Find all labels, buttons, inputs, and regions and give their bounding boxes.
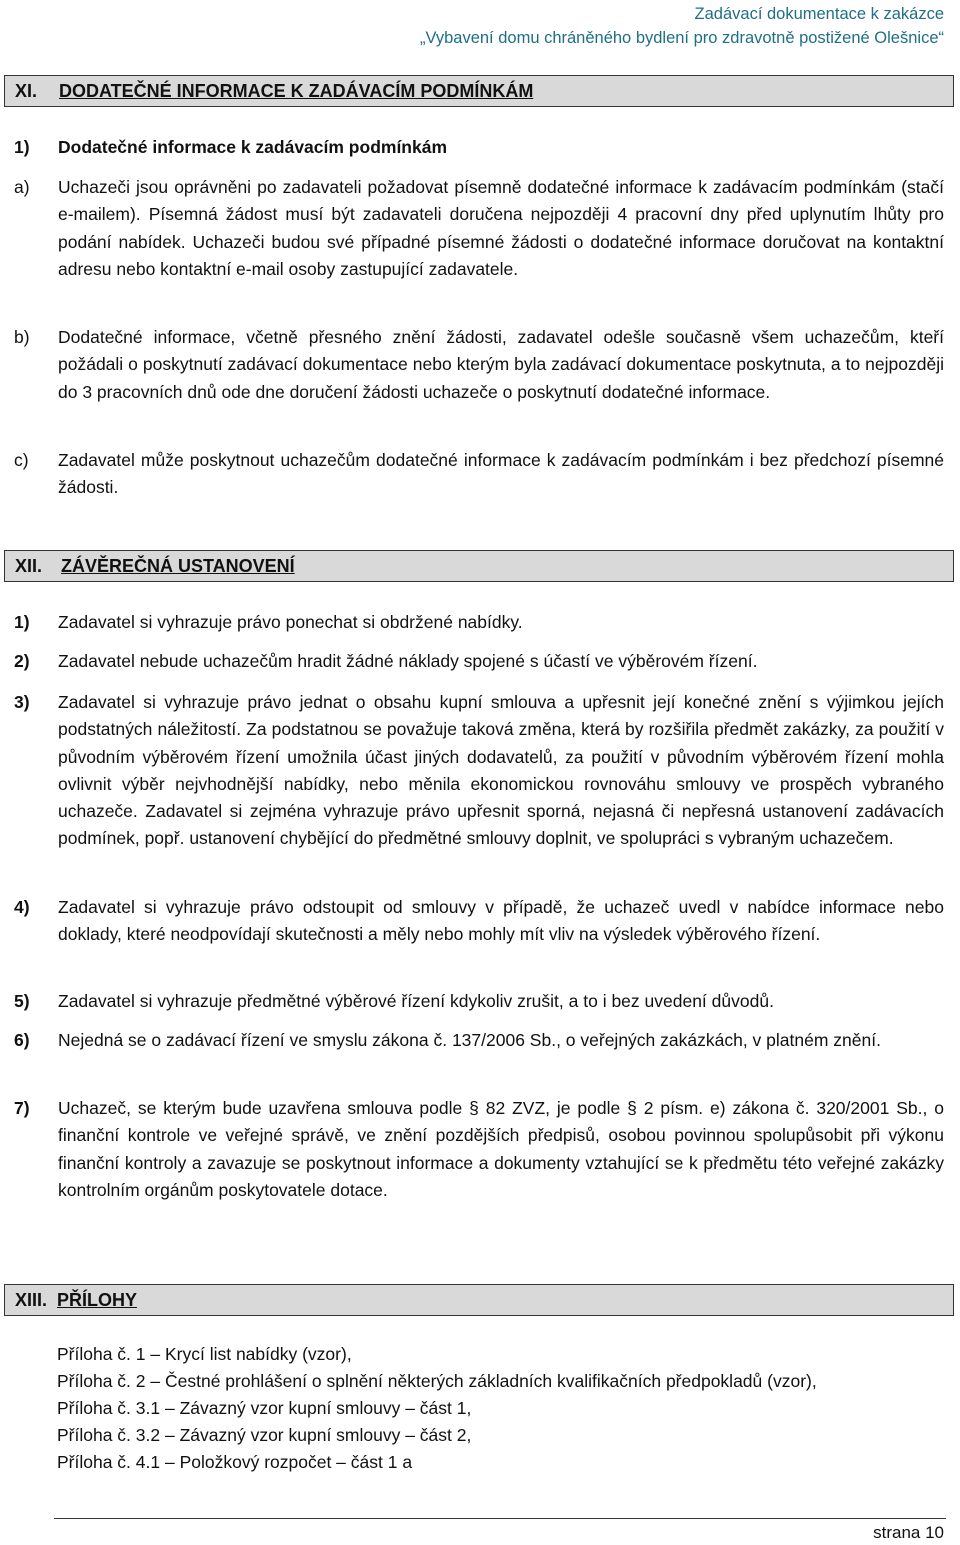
list-item-xii-7 (14, 1095, 944, 1204)
list-item-xii-2 (14, 648, 944, 675)
attachment-item: Příloha č. 3.2 – Závazný vzor kupní smlouvy – část 2, (57, 1425, 472, 1445)
item-label: 2) (14, 651, 30, 671)
header-title: Zadávací dokumentace k zakázce (694, 5, 944, 23)
item-text: Nejedná se o zadávací řízení ve smyslu zákona č. 137/2006 Sb., o veřejných zakázkách, v platném znění. (58, 1030, 881, 1050)
list-item-xi-c (14, 447, 944, 502)
section-number: XII. (15, 556, 43, 576)
subheading-text: Dodatečné informace k zadávacím podmínkám (58, 137, 448, 157)
item-text: Dodatečné informace, včetně přesného znění žádosti, zadavatel odešle současně všem uchazečům, kteří požádali o poskytnutí zadávací dokumentace nebo kterým byla zadávací dokumentace poskytnuta, a to nejpozději do 3 pracovních dnů ode dne doručení žádosti uchazeče o poskytnutí dodatečné informace. (58, 327, 944, 402)
list-item-xii-6 (14, 1027, 944, 1054)
attachment-item: Příloha č. 2 – Čestné prohlášení o splnění některých základních kvalifikačních předpokladů (vzor), (57, 1371, 817, 1391)
section-title: ZÁVĚREČNÁ USTANOVENÍ (61, 556, 295, 576)
subheading-xi-1 (14, 134, 944, 161)
header-subtitle: „Vybavení domu chráněného bydlení pro zdravotně postižené Olešnice“ (419, 29, 944, 47)
section-heading-xi (4, 75, 954, 107)
item-text: Zadavatel si vyhrazuje předmětné výběrové řízení kdykoliv zrušit, a to i bez uvedení důvodů. (58, 991, 774, 1011)
item-label: 1) (14, 137, 30, 157)
item-label: b) (14, 327, 30, 347)
item-label: c) (14, 450, 29, 470)
section-number: XI. (15, 81, 38, 101)
document-header (420, 2, 944, 50)
section-title: DODATEČNÉ INFORMACE K ZADÁVACÍM PODMÍNKÁM (59, 81, 534, 101)
item-label: 5) (14, 991, 30, 1011)
list-item-xii-5 (14, 988, 944, 1015)
attachment-item: Příloha č. 4.1 – Položkový rozpočet – část 1 a (57, 1452, 413, 1472)
item-text: Zadavatel si vyhrazuje právo jednat o obsahu kupní smlouva a upřesnit její konečné znění s výjimkou jejích podstatných náležitostí. Za podstatnou se považuje taková změna, která by rozšiřila předmět zakázky, za použití v původním výběrovém řízení umožnila účast jiných dodavatelů, za použití v původním výběrovém řízení mohla ovlivnit výběr nejvhodnější nabídky, nebo měnila ekonomickou rovnováhu smlouvy ve prospěch vybraného uchazeče. Zadavatel si zejména vyhrazuje právo upřesnit sporná, nejasná či nepřesná ustanovení zadávacích podmínek, popř. ustanovení chybějící do předmětné smlouvy doplnit, ve spolupráci s vybraným uchazečem. (58, 692, 944, 849)
section-title: PŘÍLOHY (57, 1290, 138, 1310)
item-text: Zadavatel může poskytnout uchazečům dodatečné informace k zadávacím podmínkám i bez předchozí písemné žádosti. (58, 450, 944, 498)
footer-divider (54, 1518, 946, 1519)
page-number: strana 10 (873, 1523, 944, 1542)
item-text: Uchazeč, se kterým bude uzavřena smlouva podle § 82 ZVZ, je podle § 2 písm. e) zákona č. 320/2001 Sb., o finanční kontrole ve veřejné správě, ve znění pozdějších předpisů, osobou povinnou spolupůsobit při výkonu finanční kontroly a zavazuje se poskytnout informace a dokumenty vztahující se k předmětu této veřejné zakázky kontrolním orgánům poskytovatele dotace. (58, 1098, 944, 1200)
list-item-xi-a (14, 174, 944, 283)
list-item-xii-3 (14, 689, 944, 853)
item-text: Zadavatel si vyhrazuje právo odstoupit od smlouvy v případě, že uchazeč uvedl v nabídce informace nebo doklady, které neodpovídají skutečnosti a měly nebo mohly mít vliv na výsledek výběrového řízení. (58, 897, 944, 945)
item-label: 1) (14, 612, 30, 632)
item-label: 7) (14, 1098, 30, 1118)
item-label: 3) (14, 692, 30, 712)
item-text: Zadavatel nebude uchazečům hradit žádné náklady spojené s účastí ve výběrovém řízení. (58, 651, 758, 671)
item-label: 4) (14, 897, 30, 917)
section-heading-xii (4, 550, 954, 582)
item-label: a) (14, 177, 30, 197)
section-heading-xiii (4, 1284, 954, 1316)
item-text: Zadavatel si vyhrazuje právo ponechat si obdržené nabídky. (58, 612, 523, 632)
item-label: 6) (14, 1030, 30, 1050)
attachment-item: Příloha č. 3.1 – Závazný vzor kupní smlouvy – část 1, (57, 1398, 472, 1418)
list-item-xii-1 (14, 609, 944, 636)
list-item-xii-4 (14, 894, 944, 949)
list-item-xi-b (14, 324, 944, 406)
attachment-item: Příloha č. 1 – Krycí list nabídky (vzor), (57, 1344, 352, 1364)
section-number: XIII. (15, 1290, 48, 1310)
item-text: Uchazeči jsou oprávněni po zadavateli požadovat písemně dodatečné informace k zadávacím podmínkám (stačí e-mailem). Písemná žádost musí být zadavateli doručena nejpozději 4 pracovní dny před uplynutím lhůty pro podání nabídek. Uchazeči budou své případné písemné žádosti o dodatečné informace doručovat na kontaktní adresu nebo kontaktní e-mail osoby zastupující zadavatele. (58, 177, 944, 279)
